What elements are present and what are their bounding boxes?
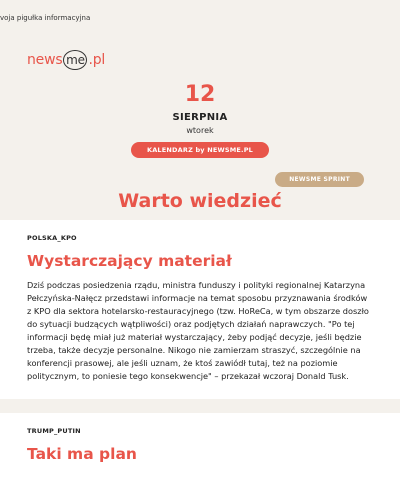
date-weekday: wtorek (186, 126, 214, 135)
newsme-logo[interactable] (27, 50, 105, 70)
article-headline[interactable]: Taki ma plan (27, 445, 137, 463)
article-body: Dziś podczas posiedzenia rządu, ministra funduszy i polityki regionalnej Katarzyna Pełczyńska-Nałęcz przedstawi informacje na temat sposobu przyznawania środków z KPO dla sektora hotelarsko-restauracyjnego (tzw. HoReCa, w tym obszarze doszło do sytuacji budzących wątpliwości) oraz podjętych działań naprawczych. "Po tej informacji będę miał już materiał wystarczający, żeby podjąć decyzje, jeśli będzie trzeba, także decyzje personalne. Nikogo nie zamierzam straszyć, szczególnie na konferencji prasowej, ale jeśli uznam, że ktoś zawiódł tutaj, też na poziomie politycznym, to poniesie tego konsekwencje" – przekazał wczoraj Donald Tusk. (27, 280, 369, 381)
logo-text-left: news (27, 52, 63, 68)
logo-circle: me (63, 50, 87, 70)
section-title: Warto wiedzieć (118, 190, 282, 212)
article-tag: TRUMP_PUTIN (27, 427, 81, 435)
article-tag: POLSKA_KPO (27, 234, 77, 242)
newsletter-header (0, 0, 400, 220)
date-block (0, 82, 400, 158)
article-card (0, 413, 400, 479)
calendar-button[interactable]: KALENDARZ by NEWSME.PL (131, 142, 269, 158)
article-separator (0, 399, 400, 413)
date-day: 12 (184, 82, 216, 107)
sprint-button[interactable]: NEWSME SPRINT (275, 172, 364, 187)
article-headline[interactable]: Wystarczający materiał (27, 252, 232, 270)
logo-text-right: .pl (88, 52, 106, 68)
date-month: SIERPNIA (172, 112, 228, 123)
article-card (0, 220, 400, 399)
preheader-text: voja pigułka informacyjna (0, 14, 91, 22)
